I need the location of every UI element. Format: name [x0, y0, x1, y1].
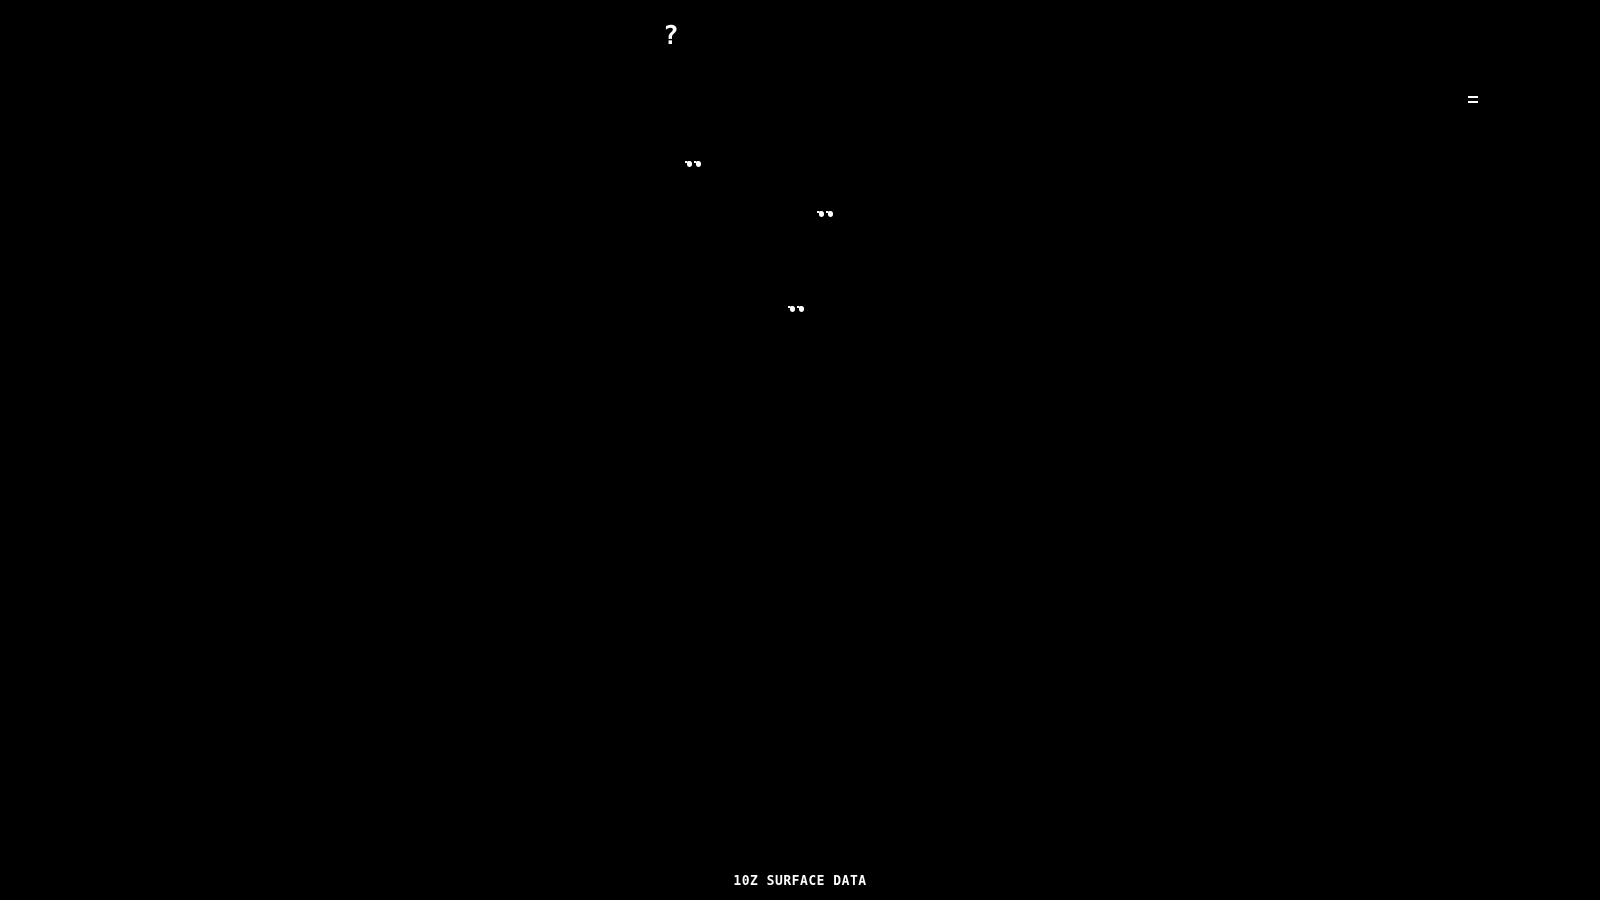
precipitation-dot [828, 211, 833, 217]
light-rain-symbol-icon [790, 306, 804, 312]
precipitation-dot [790, 306, 795, 312]
precipitation-dot [696, 161, 701, 167]
mist-symbol-icon [1468, 96, 1478, 103]
precipitation-dot [799, 306, 804, 312]
map-caption: 10Z SURFACE DATA [733, 874, 867, 889]
precipitation-dot [819, 211, 824, 217]
precipitation-dot [687, 161, 692, 167]
unknown-data-marker: ? [663, 21, 679, 51]
light-rain-symbol-icon [819, 211, 833, 217]
light-rain-symbol-icon [687, 161, 701, 167]
